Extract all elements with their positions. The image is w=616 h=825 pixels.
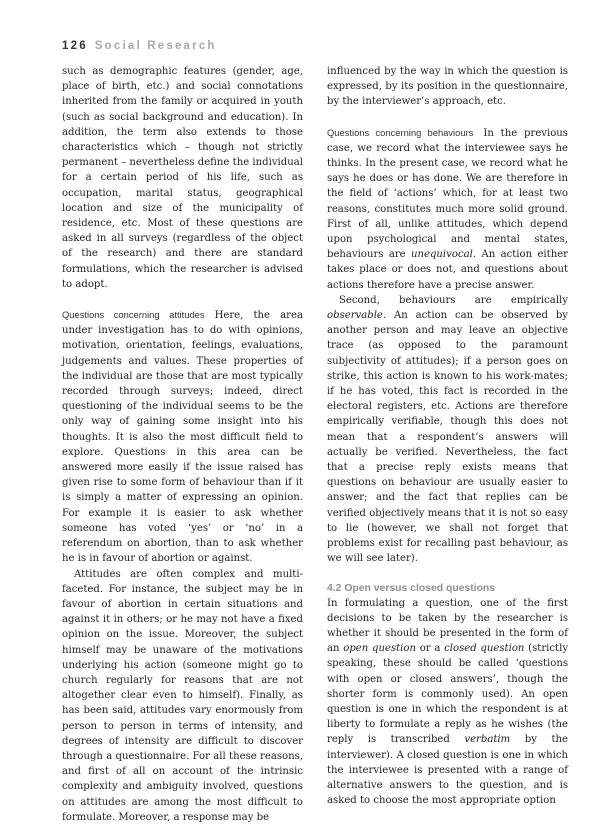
page-number: 126 [62,40,88,52]
paragraph-attitudes-continued: influenced by the way in which the question is expressed, by its position in the questionnaire, by the interviewer’s approach, etc. [327,66,568,108]
paragraph-observable: Second, behaviours are empirically observable. An action can be observed by another person and may leave an objective trace (as opposed to the paramount subjectivity of attitudes); if a person goes on strike, this action is known to his work-mates; if he has voted, this fact is recorded in the electoral registers, etc. Actions are therefore empirically verifiable, though this does not mean that a respondent’s answers will actually be verified. Nevertheless, the fact that a precise reply exists means that questions on behaviour are usually easier to answer; and the fact that replies can be verified objectively means that it is not so easy to lie (however, we shall not forget that problems exist for recalling past behaviour, as we will see later). [327,294,568,565]
running-header [62,40,217,52]
emphasis-verbatim: verbatim [464,734,511,746]
running-title: Social Research [94,40,217,52]
paragraph-demographics-continued: such as demographic features (gender, age, place of birth, etc.) and social connotations inherited from the family or acquired in youth (such as social background and education). In addition, the term also extends to those characteristics which – though not strictly permanent – nevertheless define the individual for a certain period of his life, such as occupation, marital status, geographical location and size of the municipality of residence, etc. Most of these questions are asked in all surveys (regardless of the object of the research) and there are standard formulations, which the researcher is advised to adopt. [62,66,303,290]
paragraph-attitudes [62,307,303,566]
paragraph-behaviours: Questions concerning behaviours In the previous case, we record what the interviewee says he thinks. In the present case, we record what he says he does or has done. We are therefore in the field of ‘actions’ which, for at least two reasons, constitutes much more solid ground. First of all, unlike attitudes, which depend upon psychological and mental states, behaviours are unequivocal. An action either takes place or does not, and questions about actions therefore have a precise answer. [327,126,569,291]
emphasis-closed-question: closed question [444,643,525,655]
run-in-heading-behaviours: Questions concerning behaviours [327,126,474,138]
left-column [62,64,303,825]
run-in-heading-attitudes: Questions concerning attitudes [62,309,205,321]
section-heading-open-closed: 4.2 Open versus closed questions [327,582,496,594]
emphasis-unequivocal: unequivocal [411,249,473,261]
paragraph-open-closed: In formulating a question, one of the first decisions to be taken by the researcher is whether it should be presented in the form of an open question or a closed question (strictly speaking, these should be called ‘questions with open or closed answers’, though the shorter form is commonly used). An open question is one in which the respondent is at liberty to formulate a reply as he wishes (the reply is transcribed verbatim by the interviewer). A closed question is one in which the interviewee is presented with a range of alternative answers to the question, and is asked to choose the most appropriate option [327,597,569,807]
paragraph-attitudes-body: Here, the area under investigation has to do with opinions, motivation, orientation, feelings, evaluations, judgements and values. These properties of the individual are those that are most typically recorded through surveys; indeed, direct questioning of the individual seems to be the only way of gaining some insight into his thoughts. It is also the most difficult field to explore. Questions in this area can be answered more easily if the issue raised has given rise to some form of behaviour than if it is simply a matter of expressing an opinion. For example it is easier to ask whether someone has voted ‘yes’ or ‘no’ in a referendum on abortion, than to ask whether he is in favour of abortion or against. [62,310,303,565]
emphasis-open-question: open question [343,643,416,655]
right-column [327,64,568,808]
emphasis-observable: observable [327,310,383,322]
paragraph-attitudes-complex: Attitudes are often complex and multi-faceted. For instance, the subject may be in favour of abortion in certain situations and against it in others; or he may not have a fixed opinion on the issue. Moreover, the subject himself may be unaware of the motivations underlying his action (someone might go to church regularly for reasons that are not altogether clear even to himself). Finally, as has been said, attitudes vary enormously from person to person in terms of intensity, and degrees of intensity are difficult to discover through a questionnaire. For all these reasons, and first of all on account of the intrinsic complexity and ambiguity involved, questions on attitudes are among the most difficult to formulate. Moreover, a response may be [62,568,303,823]
